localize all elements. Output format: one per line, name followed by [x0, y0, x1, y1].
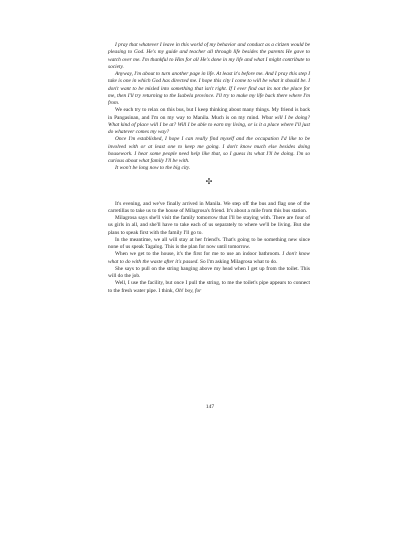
paragraph-text: When we get to the house, it's the first for me to use an indoor bathroom. — [115, 251, 281, 258]
diary-entry — [108, 136, 310, 172]
paragraph: It's evening, and we've finally arrived in Manila. We step off the bus and flag one of the carretillas to take us to the house of Milagrosa's friend. It's about a mile from this bus station. — [108, 200, 310, 214]
paragraph: It won't be long now to the big city. — [115, 165, 191, 172]
paragraph — [108, 107, 310, 136]
paragraph-text: So I'm asking Milagrosa what to do. — [200, 258, 278, 265]
paragraph: Anyway, I'm about to turn another page in life. At least it's before me. And I pray this step I take is one in which God has directed me. I hope this city I come to will be what it should be. I don't want to be misled into something that isn't right. If I ever find out its not the place for me, then I'll try returning to the Isabela province. I'll try to make my life back there where I'm from. — [108, 71, 310, 106]
book-page — [108, 42, 310, 295]
paragraph: I pray that whatever I leave in this world of my behavior and conduct as a citizen would be pleasing to God. He's my guide and teacher all through life besides the parents He gave to watch over me. I'm thankful to Him for all He's done in my life and what I might contribute to society. — [108, 42, 310, 70]
paragraph: She says to pull on the string hanging above my head when I get up from the toilet. This will do the job. — [108, 265, 310, 279]
paragraph — [108, 280, 310, 295]
narrative-section — [108, 201, 310, 295]
paragraph-italic-text: What will I be doing? What kind of place will I be at? Will I be able to earn my living, or is it a place where I'll just do whatever comes my way? — [108, 114, 311, 135]
paragraph-italic-text: I don't know what to do with the waste after it's passed. — [108, 251, 310, 265]
paragraph: Once I'm established, I hope I can really find myself and the occupation I'd like to be involved with or at least one to keep me going. I don't know much else besides doing housework. I hear some people need help like that, so I guess its what I'll be doing. I'm so curious about what family I'll be with. — [108, 136, 310, 164]
paragraph-text: Well, I use the facility, but once I pull the string, to me the toilet's pipe appears to connect to the fresh water pipe. I think, — [108, 280, 310, 294]
diary-entry — [108, 42, 310, 107]
paragraph: In the meantime, we all will stay at her friend's. That's going to be something new since none of us speak Tagalog. This is the plan for now until tomorrow. — [108, 236, 310, 250]
page-number: 147 — [205, 404, 215, 410]
paragraph-italic-text: Oh! boy, for — [175, 287, 202, 294]
section-ornament-icon: ✣ — [205, 176, 213, 186]
paragraph: Milagrosa says she'll visit the family tomorrow that I'll be staying with. There are four of us girls in all, and she'll have to take each of us separately to where we'll be living. But she plans to speak first with the family I'll go to. — [108, 215, 310, 236]
paragraph-text: We each try to relax on this bus, but I keep thinking about many things. My friend is back in Pangasinan, and I'm on my way to Manila. Much is on my mind. — [108, 107, 310, 121]
paragraph — [108, 251, 310, 266]
